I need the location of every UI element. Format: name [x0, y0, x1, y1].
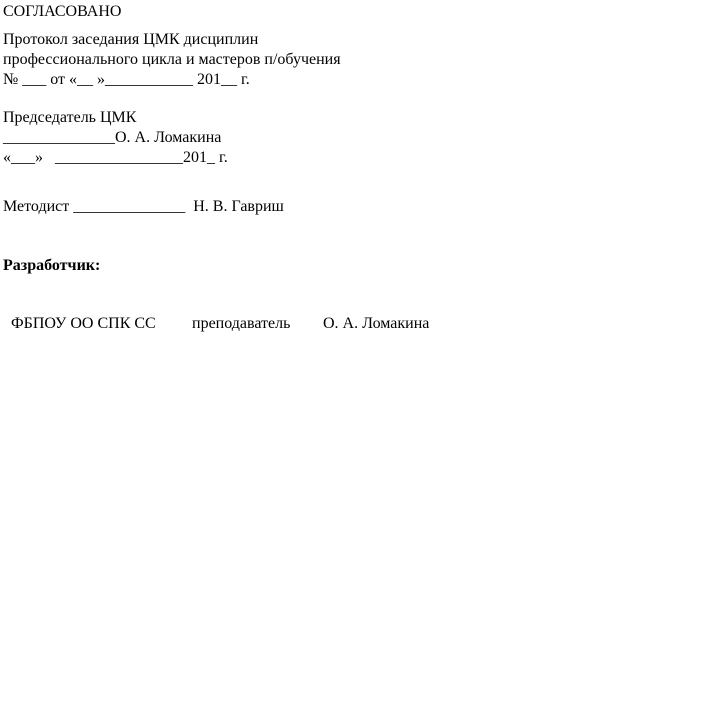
chairman-signature-line: ______________О. А. Ломакина — [3, 129, 222, 146]
protocol-line-3: № ___ от «__ »___________ 201__ г. — [3, 71, 250, 88]
developer-organization: ФБПОУ ОО СПК СС — [11, 315, 156, 332]
methodist-line: Методист ______________ Н. В. Гавриш — [3, 198, 284, 215]
protocol-line-2: профессионального цикла и мастеров п/обучения — [3, 51, 341, 68]
approval-heading: СОГЛАСОВАНО — [3, 3, 122, 20]
developer-row — [3, 294, 429, 334]
developer-name: О. А. Ломакина — [323, 315, 430, 332]
developer-position: преподаватель — [192, 315, 291, 332]
chairman-date-line: «___» ________________201_ г. — [3, 149, 228, 166]
developer-heading: Разработчик: — [3, 257, 101, 274]
chairman-title: Председатель ЦМК — [3, 109, 137, 126]
protocol-line-1: Протокол заседания ЦМК дисциплин — [3, 31, 259, 48]
